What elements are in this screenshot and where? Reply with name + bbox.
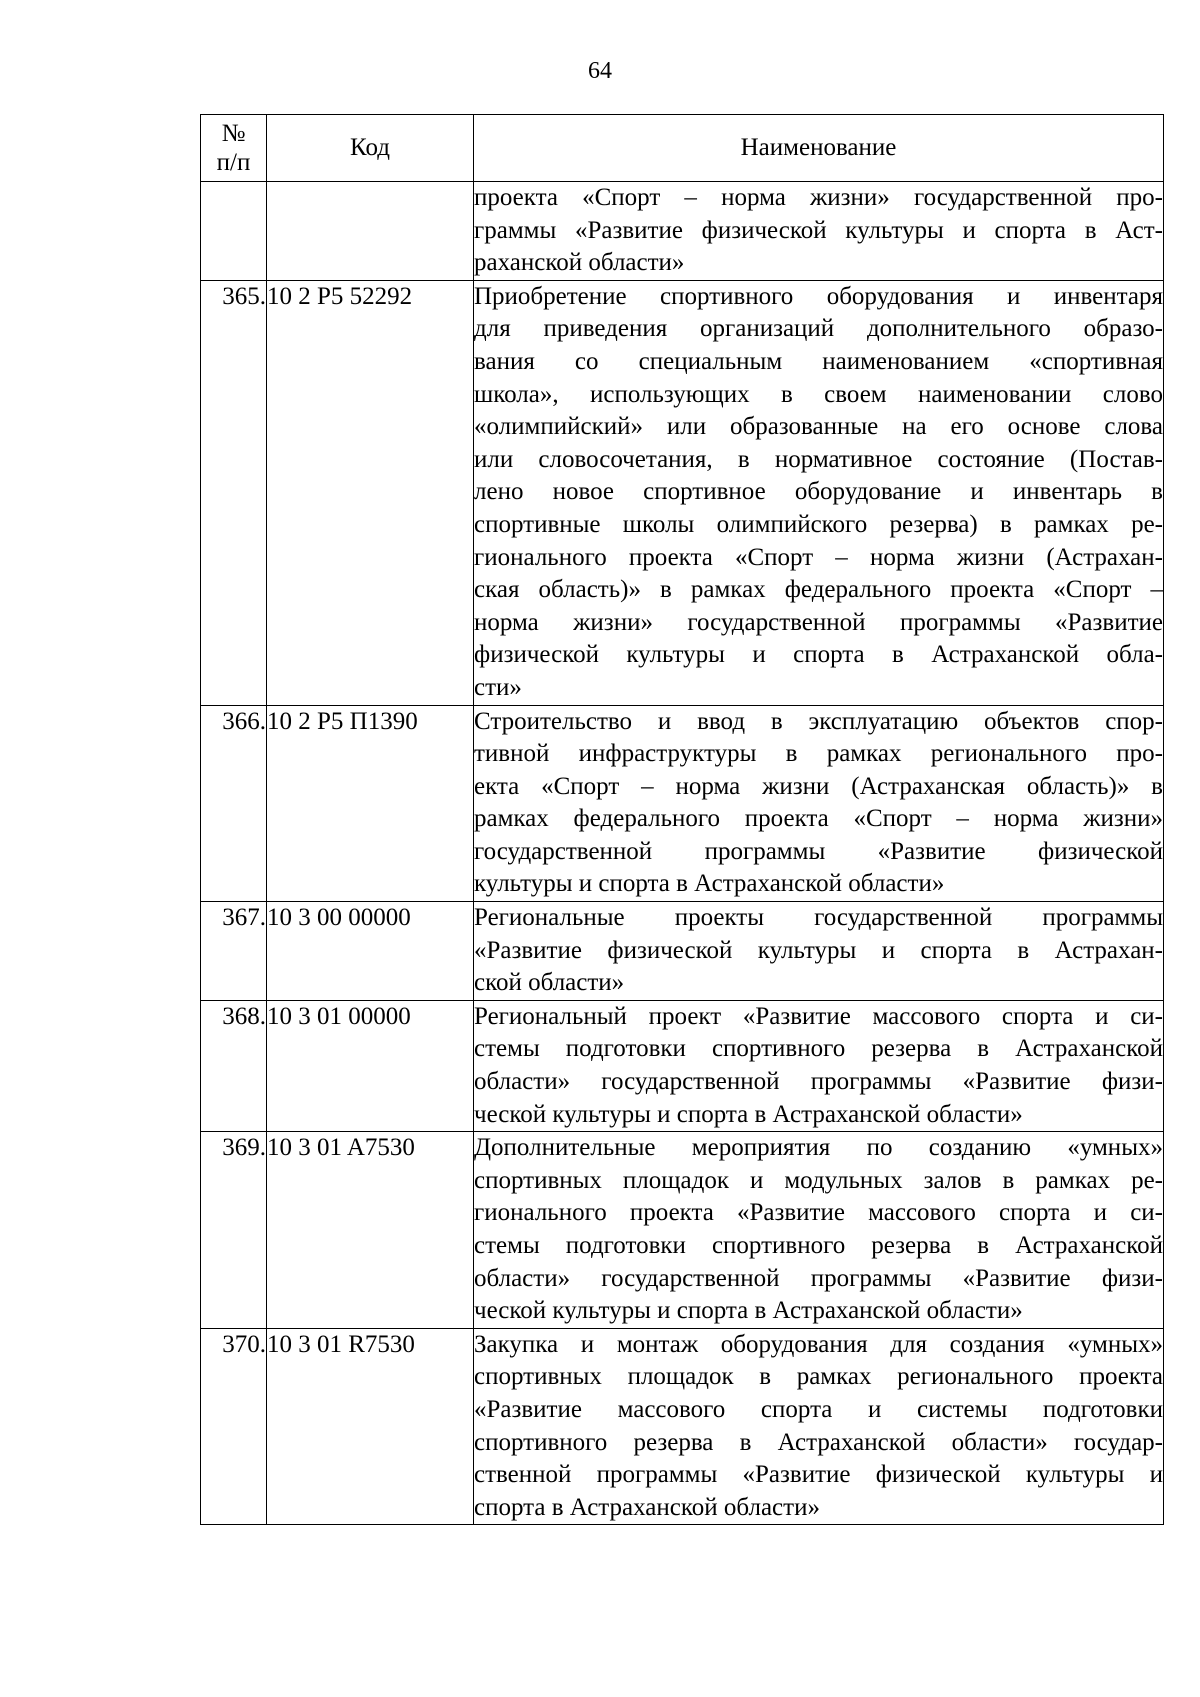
table-row [201,1328,1164,1525]
table-row [201,280,1164,705]
table-row [201,1000,1164,1131]
row-number: 367. [201,902,267,1001]
row-name-line: школа», использующих в своем наименовании слово [474,380,1163,408]
row-name-line: ческой культуры и спорта в Астраханской области» [474,1100,1023,1128]
row-name-line: спорта в Астраханской области» [474,1493,820,1521]
row-name [474,280,1164,705]
row-name-line: рамках федерального проекта «Спорт – норма жизни» [474,805,1163,833]
row-name-line: стемы подготовки спортивного резерва в Астраханской [474,1035,1163,1063]
row-name-line: тивной инфраструктуры в рамках регионального про- [474,740,1163,768]
row-name-line: Региональные проекты государственной программы [474,904,1163,932]
row-name [474,705,1164,902]
row-number: 366. [201,705,267,902]
row-name-line: «олимпийский» или образованные на его основе слова [474,413,1163,441]
row-name-line: «Развитие физической культуры и спорта в Астрахан- [474,936,1163,964]
row-name-line: области» государственной программы «Развитие физи- [474,1068,1163,1096]
row-name-line: области» государственной программы «Развитие физи- [474,1264,1163,1292]
header-num-symbol: № [221,120,246,147]
table-body [201,182,1164,1525]
row-code: 10 2 P5 52292 [267,280,474,705]
row-code: 10 3 01 A7530 [267,1132,474,1329]
row-name-line: вания со специальным наименованием «спортивная [474,347,1163,375]
row-name-line: ственной программы «Развитие физической культуры и [474,1461,1163,1489]
header-num-abbr: п/п [216,149,251,176]
row-name-line: сти» [474,673,522,701]
header-code: Код [267,115,474,182]
row-name-line: Дополнительные мероприятия по созданию «умных» [474,1134,1163,1162]
row-name-line: стемы подготовки спортивного резерва в Астраханской [474,1232,1163,1259]
row-name-line: спортивного резерва в Астраханской области» государ- [474,1428,1163,1456]
page-number: 64 [588,58,612,84]
row-name [474,1132,1164,1329]
table-row [201,1132,1164,1329]
row-name-line: Приобретение спортивного оборудования и инвентаря [474,282,1163,310]
row-number [201,182,267,281]
budget-codes-table [200,114,1164,1525]
row-name [474,182,1164,281]
row-name-line: или словосочетания, в нормативное состояние (Постав- [474,445,1163,473]
row-name-line: гионального проекта «Спорт – норма жизни (Астрахан- [474,543,1163,571]
row-name-line: Строительство и ввод в эксплуатацию объектов спор- [474,707,1163,735]
row-name-line: норма жизни» государственной программы «Развитие [474,608,1163,636]
row-name-line: Региональный проект «Развитие массового спорта и си- [474,1002,1163,1030]
row-name-line: Закупка и монтаж оборудования для создания «умных» [474,1330,1163,1358]
row-number: 369. [201,1132,267,1329]
row-code: 10 2 P5 П1390 [267,705,474,902]
row-number: 365. [201,280,267,705]
table-row [201,705,1164,902]
table-row [201,182,1164,281]
row-code: 10 3 01 R7530 [267,1328,474,1525]
row-name-line: граммы «Развитие физической культуры и спорта в Аст- [474,216,1163,244]
row-name-line: для приведения организаций дополнительного образо- [474,315,1163,343]
row-name-line: проекта «Спорт – норма жизни» государственной про- [474,184,1163,211]
row-name-line: екта «Спорт – норма жизни (Астраханская область)» в [474,772,1163,800]
row-number: 370. [201,1328,267,1525]
row-name-line: раханской области» [474,249,685,277]
row-code [267,182,474,281]
row-name-line: лено новое спортивное оборудование и инвентарь в [474,478,1163,506]
row-name-line: «Развитие массового спорта и системы подготовки [474,1395,1163,1423]
table-row [201,902,1164,1001]
row-name-line: спортивных площадок и модульных залов в рамках ре- [474,1166,1163,1194]
row-name-line: спортивных площадок в рамках регионального проекта [474,1363,1163,1391]
row-name-line: ской области» [474,969,625,997]
row-number: 368. [201,1000,267,1131]
row-name-line: государственной программы «Развитие физической [474,837,1163,865]
row-name [474,902,1164,1001]
row-name-line: гионального проекта «Развитие массового спорта и си- [474,1199,1163,1227]
row-code: 10 3 01 00000 [267,1000,474,1131]
row-name-line: ская область)» в рамках федерального проекта «Спорт – [474,576,1163,604]
row-name [474,1000,1164,1131]
row-name-line: физической культуры и спорта в Астраханской обла- [474,641,1163,669]
row-code: 10 3 00 00000 [267,902,474,1001]
header-num [201,115,267,182]
header-name: Наименование [474,115,1164,182]
row-name-line: ческой культуры и спорта в Астраханской области» [474,1297,1023,1325]
row-name [474,1328,1164,1525]
row-name-line: спортивные школы олимпийского резерва) в рамках ре- [474,510,1163,538]
table-header-row [201,115,1164,182]
row-name-line: культуры и спорта в Астраханской области» [474,870,945,898]
